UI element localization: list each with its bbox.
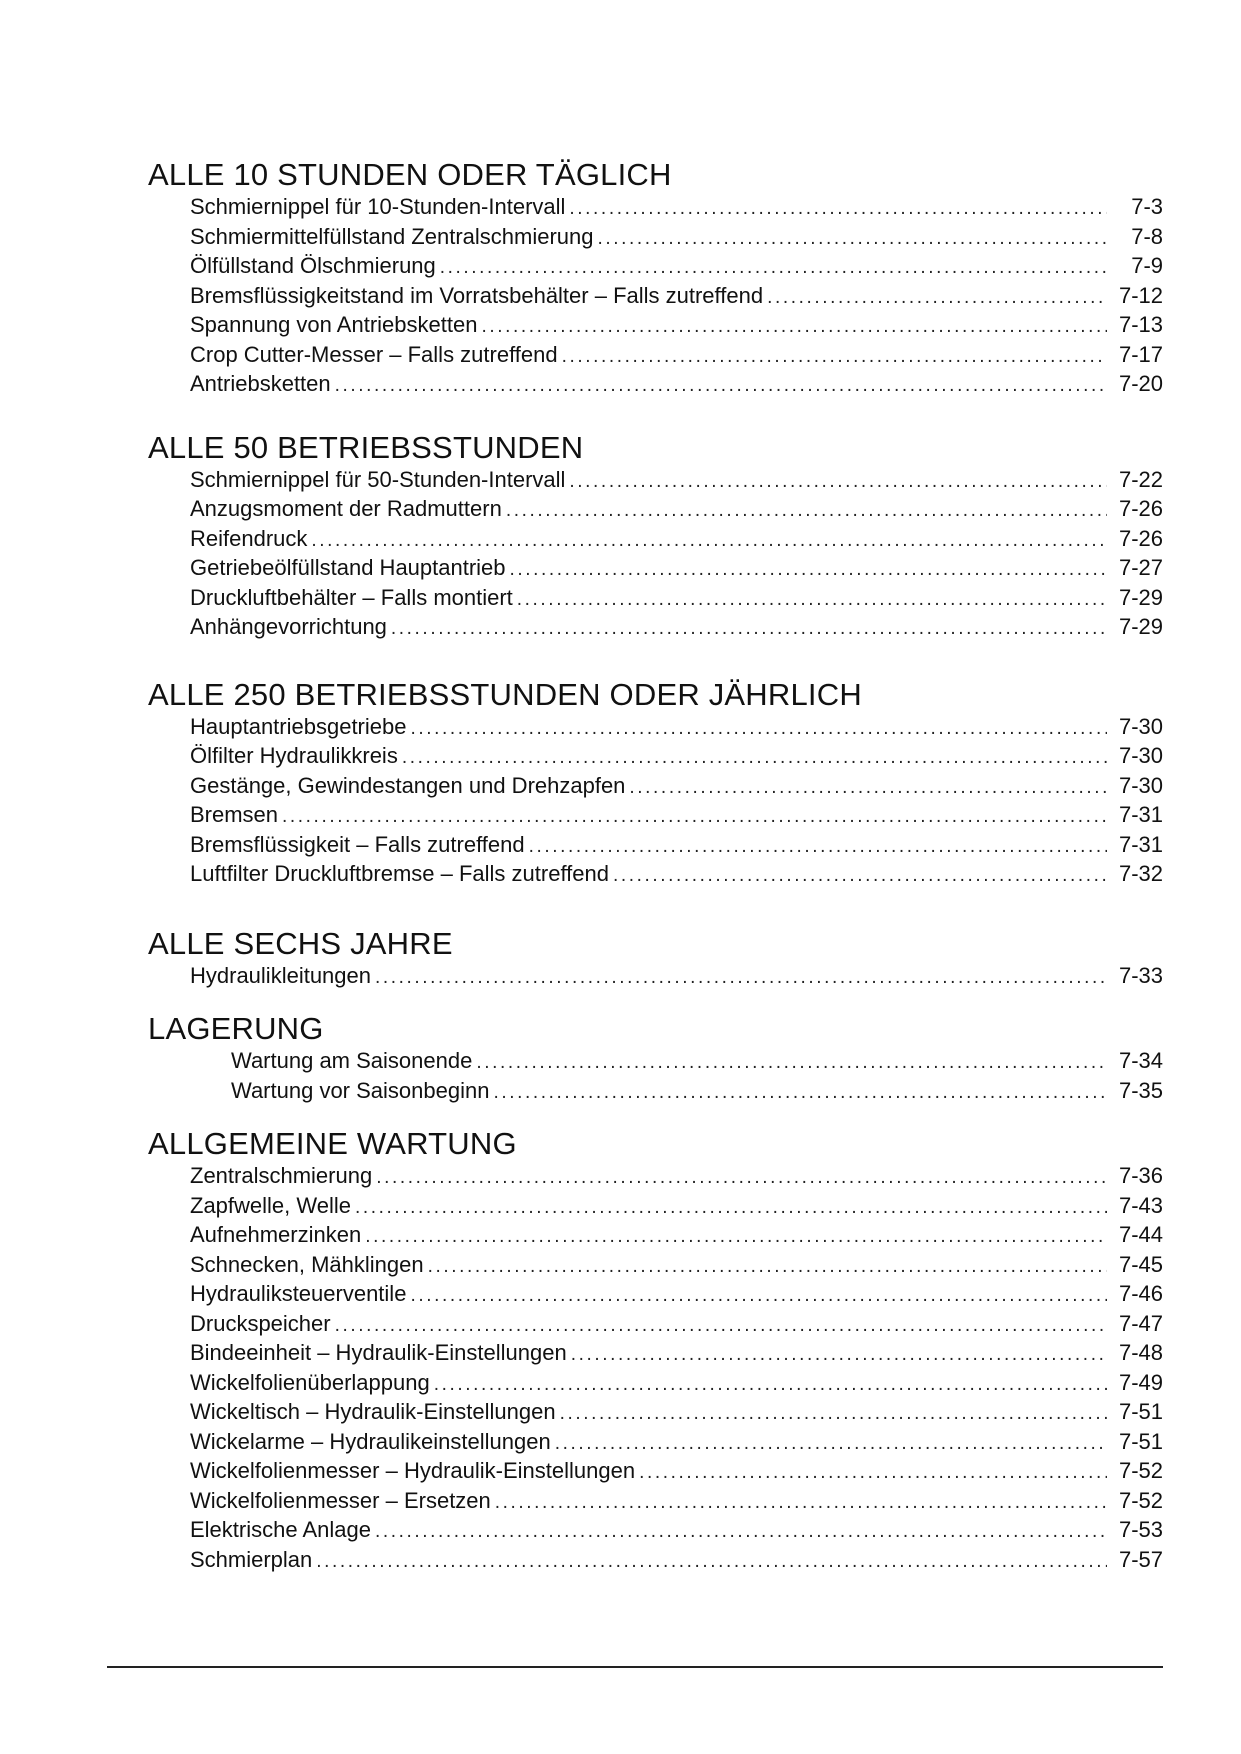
toc-section-storage — [148, 1012, 1163, 1105]
dot-leader — [569, 194, 1107, 224]
dot-leader — [335, 371, 1107, 401]
section-title: ALLE SECHS JAHRE — [148, 925, 453, 961]
entry-label: Hauptantriebsgetriebe — [190, 713, 407, 739]
toc-entry[interactable] — [148, 1309, 1163, 1339]
toc-entry[interactable] — [148, 465, 1163, 495]
dot-leader — [613, 861, 1107, 891]
entry-page-number: 7-13 — [1118, 312, 1163, 337]
entry-label: Ölfilter Hydraulikkreis — [190, 743, 398, 768]
toc-entry[interactable] — [148, 1279, 1163, 1309]
toc-entry[interactable] — [148, 1397, 1163, 1427]
entry-page-number: 7-46 — [1118, 1281, 1163, 1306]
entry-page-number: 7-48 — [1118, 1340, 1163, 1365]
entry-page-number: 7-12 — [1118, 282, 1163, 308]
toc-entry[interactable] — [148, 612, 1163, 642]
toc-entry[interactable] — [148, 553, 1163, 583]
toc-entry[interactable] — [148, 192, 1163, 222]
entry-page-number: 7-27 — [1118, 555, 1163, 580]
entry-list — [148, 712, 1163, 889]
entry-label: Wickelfolienmesser – Ersetzen — [190, 1487, 491, 1513]
dot-leader — [375, 963, 1107, 993]
dot-leader — [555, 1429, 1107, 1459]
entry-page-number: 7-57 — [1118, 1546, 1163, 1572]
dot-leader — [355, 1193, 1107, 1223]
table-of-contents — [148, 158, 1163, 1574]
entry-page-number: 7-31 — [1118, 831, 1163, 857]
toc-entry[interactable] — [148, 800, 1163, 830]
entry-label: Bindeeinheit – Hydraulik-Einstellungen — [190, 1340, 567, 1365]
entry-label: Aufnehmerzinken — [190, 1222, 362, 1247]
entry-page-number: 7-26 — [1118, 496, 1163, 521]
entry-label: Druckspeicher — [190, 1310, 331, 1336]
toc-entry[interactable] — [148, 1161, 1163, 1191]
dot-leader — [375, 1517, 1107, 1547]
dot-leader — [510, 555, 1107, 585]
entry-label: Ölfüllstand Ölschmierung — [190, 253, 436, 278]
toc-section-50-hours — [148, 431, 1163, 642]
footer-divider — [107, 1666, 1163, 1668]
toc-entry[interactable] — [148, 1338, 1163, 1368]
entry-page-number: 7-43 — [1118, 1192, 1163, 1218]
entry-label: Wickelfolienmesser – Hydraulik-Einstellungen — [190, 1458, 636, 1483]
toc-entry[interactable] — [148, 712, 1163, 742]
entry-label: Crop Cutter-Messer – Falls zutreffend — [190, 341, 558, 367]
entry-label: Anzugsmoment der Radmuttern — [190, 496, 502, 521]
toc-entry[interactable] — [148, 222, 1163, 252]
entry-label: Schmierplan — [190, 1546, 313, 1572]
entry-page-number: 7-33 — [1118, 962, 1163, 988]
entry-label: Wartung am Saisonende — [231, 1048, 473, 1073]
dot-leader — [410, 714, 1107, 744]
toc-entry[interactable] — [148, 1076, 1163, 1106]
entry-label: Bremsflüssigkeitstand im Vorratsbehälter – Falls zutreffend — [190, 282, 764, 308]
dot-leader — [598, 224, 1108, 254]
entry-list — [148, 961, 1163, 991]
entry-page-number: 7-26 — [1118, 525, 1163, 551]
entry-label: Getriebeölfüllstand Hauptantrieb — [190, 555, 506, 580]
entry-page-number: 7-36 — [1118, 1163, 1163, 1188]
toc-entry[interactable] — [148, 961, 1163, 991]
toc-entry[interactable] — [148, 1456, 1163, 1486]
entry-label: Antriebsketten — [190, 371, 331, 396]
toc-entry[interactable] — [148, 340, 1163, 370]
section-title: LAGERUNG — [148, 1011, 324, 1046]
entry-label: Elektrische Anlage — [190, 1517, 371, 1542]
entry-list — [148, 1161, 1163, 1574]
toc-section-six-years — [148, 927, 1163, 991]
toc-entry[interactable] — [148, 583, 1163, 613]
entry-page-number: 7-3 — [1131, 194, 1163, 219]
entry-page-number: 7-52 — [1118, 1487, 1163, 1513]
toc-entry[interactable] — [148, 1220, 1163, 1250]
dot-leader — [440, 253, 1107, 283]
entry-label: Schnecken, Mähklingen — [190, 1251, 424, 1277]
section-spacer — [148, 1105, 1163, 1127]
entry-list — [148, 465, 1163, 642]
entry-label: Bremsflüssigkeit – Falls zutreffend — [190, 831, 525, 857]
dot-leader — [529, 832, 1107, 862]
entry-page-number: 7-9 — [1131, 253, 1163, 278]
dot-leader — [282, 802, 1107, 832]
entry-page-number: 7-20 — [1118, 371, 1163, 396]
dot-leader — [767, 283, 1107, 313]
entry-page-number: 7-8 — [1131, 223, 1163, 249]
toc-entry[interactable] — [148, 1046, 1163, 1076]
section-spacer — [148, 990, 1163, 1012]
dot-leader — [391, 614, 1107, 644]
dot-leader — [428, 1252, 1107, 1282]
toc-entry[interactable] — [148, 1515, 1163, 1545]
dot-leader — [434, 1370, 1107, 1400]
toc-entry[interactable] — [148, 251, 1163, 281]
toc-entry[interactable] — [148, 741, 1163, 771]
dot-leader — [517, 585, 1107, 615]
toc-entry[interactable] — [148, 830, 1163, 860]
toc-entry[interactable] — [148, 1486, 1163, 1516]
dot-leader — [311, 526, 1107, 556]
dot-leader — [481, 312, 1107, 342]
entry-label: Bremsen — [190, 802, 279, 827]
entry-list — [148, 192, 1163, 399]
toc-entry[interactable] — [148, 281, 1163, 311]
section-title: ALLE 10 STUNDEN ODER TÄGLICH — [148, 157, 672, 192]
entry-page-number: 7-30 — [1118, 772, 1163, 798]
section-title: ALLE 250 BETRIEBSSTUNDEN ODER JÄHRLICH — [148, 676, 862, 712]
toc-entry[interactable] — [148, 369, 1163, 399]
entry-label: Spannung von Antriebsketten — [190, 312, 478, 337]
entry-page-number: 7-29 — [1118, 584, 1163, 610]
dot-leader — [335, 1311, 1107, 1341]
entry-label: Schmiermittelfüllstand Zentralschmierung — [190, 223, 594, 249]
dot-leader — [639, 1458, 1107, 1488]
section-spacer — [148, 399, 1163, 431]
dot-leader — [506, 496, 1107, 526]
dot-leader — [569, 467, 1107, 497]
entry-page-number: 7-31 — [1118, 802, 1163, 827]
dot-leader — [495, 1488, 1107, 1518]
dot-leader — [402, 743, 1107, 773]
entry-label: Zapfwelle, Welle — [190, 1192, 351, 1218]
toc-entry[interactable] — [148, 494, 1163, 524]
entry-page-number: 7-53 — [1118, 1517, 1163, 1542]
dot-leader — [410, 1281, 1107, 1311]
toc-section-250-hours — [148, 678, 1163, 889]
dot-leader — [571, 1340, 1107, 1370]
section-spacer — [148, 642, 1163, 678]
entry-page-number: 7-45 — [1118, 1251, 1163, 1277]
entry-label: Reifendruck — [190, 525, 308, 551]
toc-entry[interactable] — [148, 1250, 1163, 1280]
entry-label: Gestänge, Gewindestangen und Drehzapfen — [190, 772, 626, 798]
toc-entry[interactable] — [148, 771, 1163, 801]
toc-entry[interactable] — [148, 1545, 1163, 1575]
entry-page-number: 7-44 — [1118, 1222, 1163, 1247]
toc-entry[interactable] — [148, 859, 1163, 889]
entry-page-number: 7-51 — [1118, 1428, 1163, 1454]
section-title: ALLGEMEINE WARTUNG — [148, 1126, 517, 1161]
dot-leader — [560, 1399, 1107, 1429]
toc-section-general-maintenance — [148, 1127, 1163, 1574]
entry-label: Hydraulikleitungen — [190, 962, 371, 988]
entry-page-number: 7-29 — [1118, 614, 1163, 639]
section-title: ALLE 50 BETRIEBSSTUNDEN — [148, 429, 584, 465]
dot-leader — [493, 1078, 1107, 1108]
entry-page-number: 7-17 — [1118, 341, 1163, 367]
entry-label: Druckluftbehälter – Falls montiert — [190, 584, 513, 610]
dot-leader — [562, 342, 1107, 372]
toc-entry[interactable] — [148, 524, 1163, 554]
entry-label: Hydrauliksteuerventile — [190, 1281, 407, 1306]
toc-section-10-hours — [148, 158, 1163, 399]
entry-label: Anhängevorrichtung — [190, 614, 387, 639]
toc-entry[interactable] — [148, 1427, 1163, 1457]
entry-label: Luftfilter Druckluftbremse – Falls zutreffend — [190, 861, 609, 886]
entry-page-number: 7-22 — [1118, 466, 1163, 492]
dot-leader — [365, 1222, 1107, 1252]
entry-page-number: 7-49 — [1118, 1369, 1163, 1395]
dot-leader — [629, 773, 1107, 803]
entry-list — [148, 1046, 1163, 1105]
toc-entry[interactable] — [148, 1368, 1163, 1398]
entry-label: Zentralschmierung — [190, 1163, 373, 1188]
entry-label: Wartung vor Saisonbeginn — [231, 1077, 490, 1103]
entry-label: Wickeltisch – Hydraulik-Einstellungen — [190, 1399, 556, 1424]
entry-page-number: 7-30 — [1118, 713, 1163, 739]
entry-label: Wickelfolienüberlappung — [190, 1369, 430, 1395]
dot-leader — [376, 1163, 1107, 1193]
entry-page-number: 7-47 — [1118, 1310, 1163, 1336]
entry-page-number: 7-51 — [1118, 1399, 1163, 1424]
entry-page-number: 7-52 — [1118, 1458, 1163, 1483]
toc-entry[interactable] — [148, 1191, 1163, 1221]
entry-page-number: 7-35 — [1118, 1077, 1163, 1103]
toc-entry[interactable] — [148, 310, 1163, 340]
entry-label: Schmiernippel für 10-Stunden-Intervall — [190, 194, 566, 219]
dot-leader — [476, 1048, 1107, 1078]
entry-page-number: 7-30 — [1118, 743, 1163, 768]
dot-leader — [316, 1547, 1107, 1577]
entry-page-number: 7-34 — [1118, 1048, 1163, 1073]
entry-label: Wickelarme – Hydraulikeinstellungen — [190, 1428, 551, 1454]
section-spacer — [148, 889, 1163, 927]
entry-label: Schmiernippel für 50-Stunden-Intervall — [190, 466, 566, 492]
entry-page-number: 7-32 — [1118, 861, 1163, 886]
